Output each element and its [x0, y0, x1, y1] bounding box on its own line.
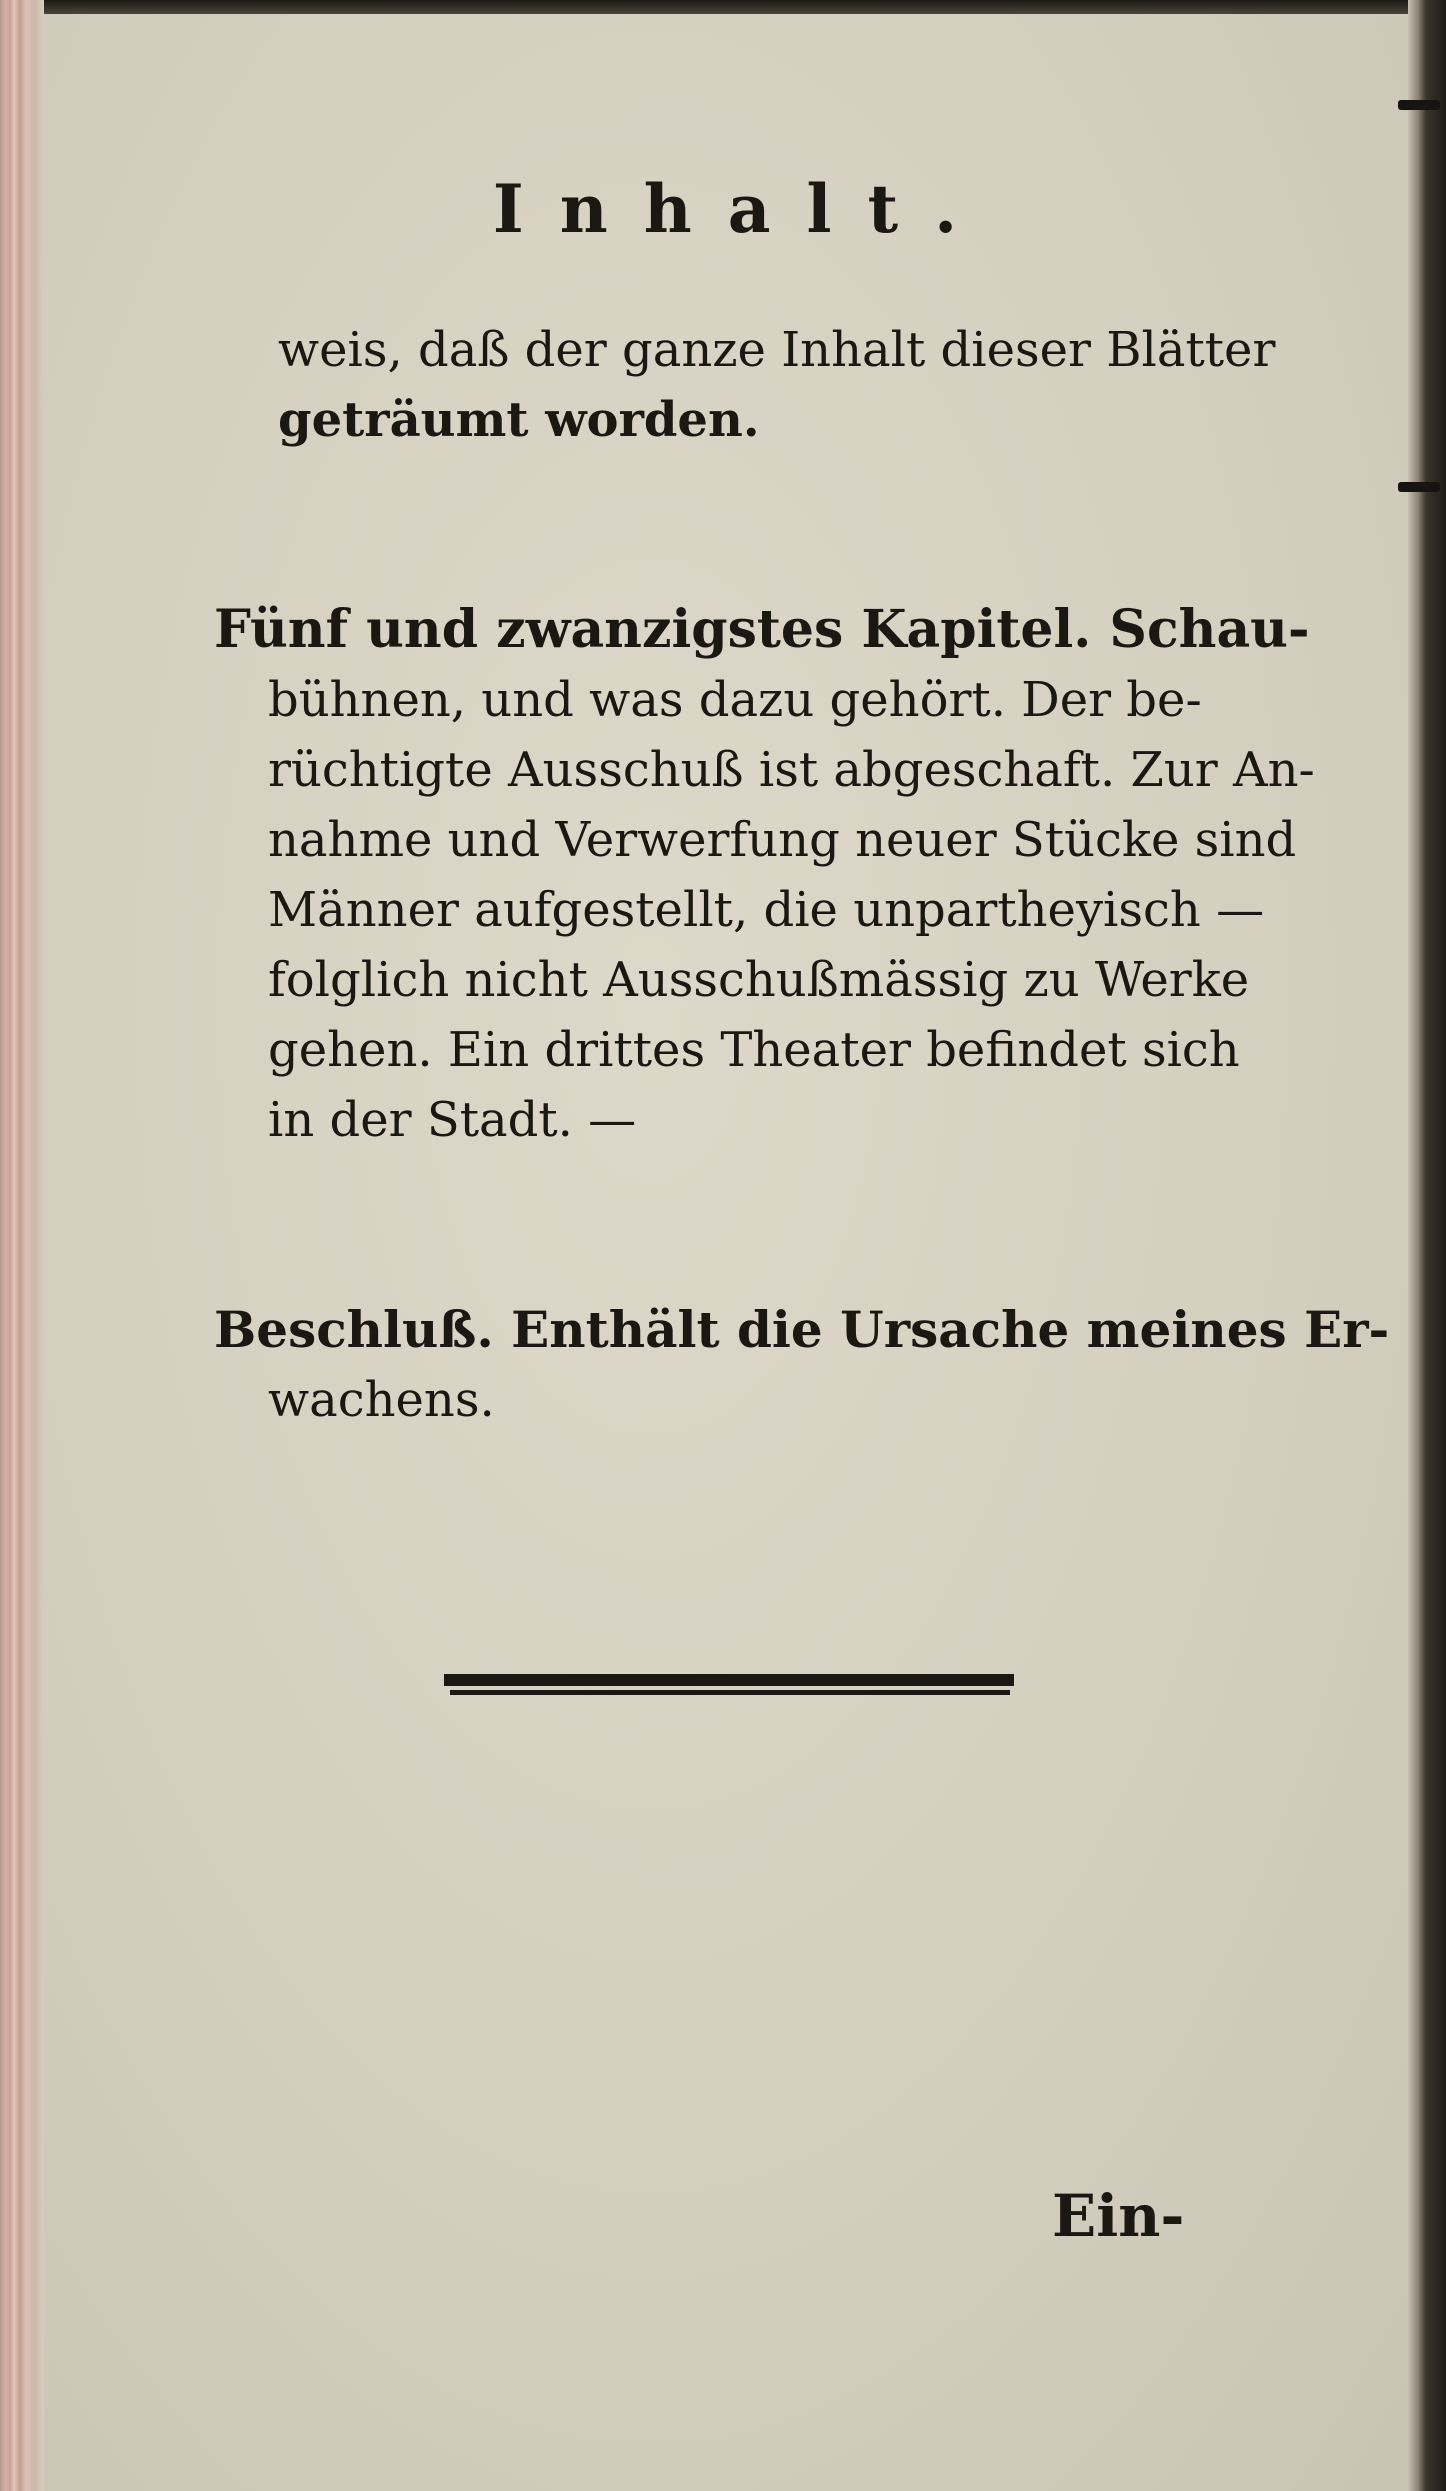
binding-thread-mark [1398, 100, 1440, 110]
binding-thread-mark [1398, 482, 1440, 492]
closing-rule [444, 1670, 1014, 1704]
entry-3-line-2: wachens. [268, 1372, 495, 1428]
page-left-edge [0, 0, 44, 2491]
entry-3-heading-line: Beschluß. Enthält die Ursache meines Er- [214, 1300, 1390, 1359]
entry-2-line-6: folglich nicht Ausschußmässig zu Werke [268, 952, 1250, 1008]
catchword: Ein- [1052, 2182, 1185, 2250]
entry-2-line-3: rüchtigte Ausschuß ist abgeschaft. Zur An- [268, 742, 1315, 798]
entry-2-line-2: bühnen, und was dazu gehört. Der be- [268, 672, 1202, 728]
entry-1-line-1: weis, daß der ganze Inhalt dieser Blätter [278, 322, 1276, 378]
entry-2-heading-line: Fünf und zwanzigstes Kapitel. Schau- [214, 599, 1310, 660]
entry-1-line-2: geträumt worden. [278, 392, 760, 448]
entry-2-line-8: in der Stadt. — [268, 1092, 637, 1148]
scan-top-edge [0, 0, 1446, 14]
binding-edge [1408, 0, 1446, 2491]
entry-2-line-5: Männer aufgestellt, die unpartheyisch — [268, 882, 1265, 938]
running-head: Inhalt. [492, 170, 994, 248]
entry-2-line-4: nahme und Verwerfung neuer Stücke sind [268, 812, 1297, 868]
entry-2-line-7: gehen. Ein drittes Theater befindet sich [268, 1022, 1240, 1078]
